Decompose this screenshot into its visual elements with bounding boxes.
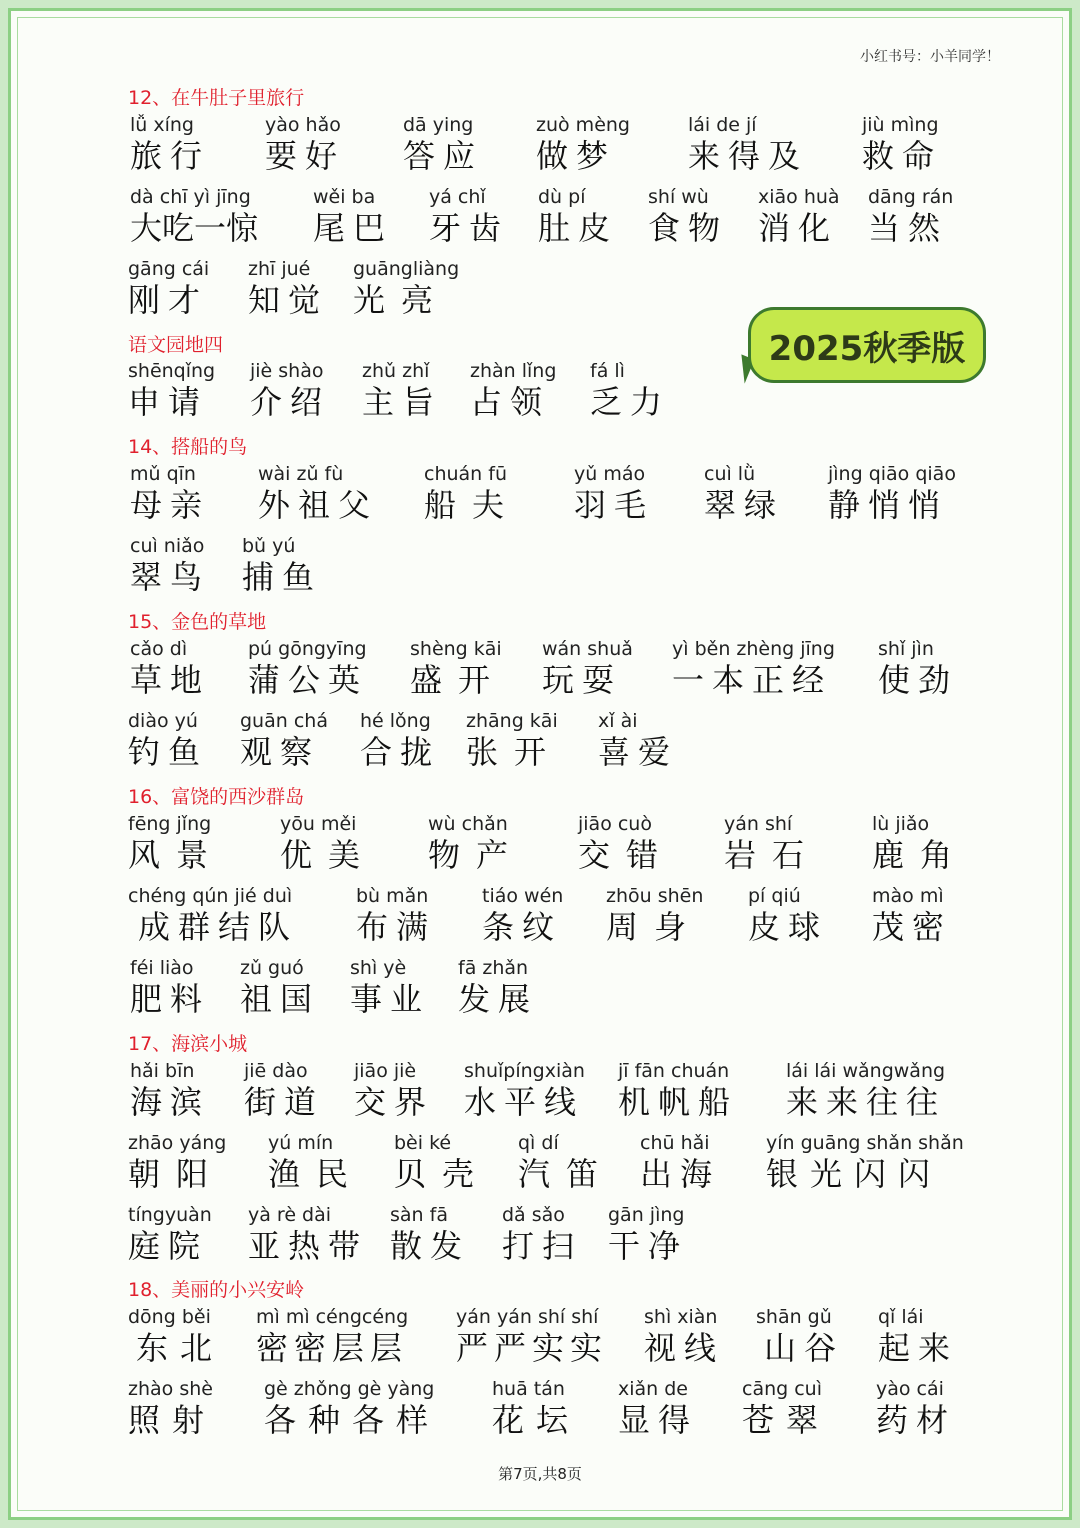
word-item	[240, 957, 320, 1019]
characters: 当然	[868, 209, 949, 247]
word-item	[130, 957, 210, 1019]
word-item	[350, 957, 430, 1019]
pinyin: wài zǔ fù	[258, 463, 344, 485]
pinyin: yú mín	[268, 1132, 334, 1154]
characters: 牙齿	[429, 209, 510, 247]
characters: 翠鸟	[130, 558, 211, 596]
section-title: 16、富饶的西沙群岛	[128, 786, 305, 808]
characters: 街道	[244, 1083, 325, 1121]
word-item	[672, 638, 835, 700]
pinyin: zǔ guó	[240, 957, 304, 979]
word-item	[130, 186, 258, 248]
characters: 主旨	[362, 383, 443, 421]
pinyin: gāng cái	[128, 258, 210, 280]
pinyin: lù jiǎo	[872, 813, 930, 835]
pinyin: mào mì	[872, 885, 944, 907]
word-item	[644, 1306, 724, 1368]
pinyin: yá chǐ	[429, 186, 486, 208]
pinyin: tíngyuàn	[128, 1204, 212, 1226]
pinyin: zuò mèng	[536, 114, 630, 136]
characters: 蒲公英	[248, 661, 369, 699]
pinyin: dà chī yì jīng	[130, 186, 251, 208]
word-item	[130, 638, 210, 700]
characters: 苍翠	[742, 1401, 831, 1439]
pinyin: fēng jǐng	[128, 813, 212, 835]
characters: 出海	[640, 1155, 721, 1193]
word-item	[128, 1378, 216, 1440]
characters: 答应	[403, 137, 484, 175]
pinyin: mì mì céngcéng	[256, 1306, 409, 1328]
word-item	[536, 114, 630, 176]
pinyin: xiāo huà	[758, 186, 840, 208]
section-title: 12、在牛肚子里旅行	[128, 87, 305, 109]
word-item	[482, 885, 563, 947]
characters: 东北	[136, 1329, 225, 1367]
word-item	[748, 885, 828, 947]
characters: 刚才	[128, 281, 209, 319]
pinyin: yào cái	[876, 1378, 944, 1400]
pinyin: dōng běi	[128, 1306, 211, 1328]
pinyin: mǔ qīn	[130, 463, 196, 485]
characters: 一本正经	[672, 661, 833, 699]
word-item	[353, 258, 459, 320]
characters: 光亮	[353, 281, 450, 319]
characters: 水平线	[464, 1083, 585, 1121]
characters: 贝壳	[394, 1155, 491, 1193]
word-item	[470, 360, 556, 422]
characters: 知觉	[248, 281, 329, 319]
characters: 交界	[354, 1083, 435, 1121]
pinyin: jiāo cuò	[578, 813, 652, 835]
pinyin: féi liào	[130, 957, 194, 979]
characters: 成群结队	[138, 908, 299, 946]
word-item	[618, 1060, 738, 1122]
characters: 散发	[390, 1227, 471, 1265]
pinyin: zhōu shēn	[606, 885, 704, 907]
characters: 岩石	[724, 836, 821, 874]
pinyin: xǐ ài	[598, 710, 638, 732]
characters: 条纹	[482, 908, 563, 946]
characters: 乏力	[590, 383, 671, 421]
word-item	[242, 535, 322, 597]
word-item	[280, 813, 376, 875]
characters: 捕鱼	[242, 558, 323, 596]
word-item	[724, 813, 820, 875]
word-item	[786, 1060, 946, 1122]
pinyin: chéng qún jié duì	[128, 885, 293, 907]
pinyin: huā tán	[492, 1378, 565, 1400]
word-item	[130, 463, 210, 525]
section-title: 18、美丽的小兴安岭	[128, 1279, 305, 1301]
characters: 羽毛	[574, 486, 655, 524]
characters: 起来	[878, 1329, 959, 1367]
pinyin: jiù mìng	[862, 114, 939, 136]
characters: 占领	[470, 383, 551, 421]
section-title: 14、搭船的鸟	[128, 436, 248, 458]
word-item	[590, 360, 670, 422]
word-item	[828, 463, 956, 525]
pinyin: shuǐpíngxiàn	[464, 1060, 585, 1082]
word-item	[640, 1132, 720, 1194]
word-item	[606, 885, 703, 947]
pinyin: chuán fū	[424, 463, 507, 485]
word-item	[128, 1204, 212, 1266]
characters: 钓鱼	[128, 733, 209, 771]
characters: 发展	[458, 980, 539, 1018]
word-item	[265, 114, 345, 176]
characters: 交错	[578, 836, 675, 874]
characters: 船夫	[424, 486, 521, 524]
word-item	[876, 1378, 956, 1440]
word-item	[258, 463, 378, 525]
pinyin: fá lì	[590, 360, 625, 382]
characters: 消化	[758, 209, 839, 247]
pinyin: cǎo dì	[130, 638, 188, 660]
word-item	[256, 1306, 408, 1368]
pinyin: shèng kāi	[410, 638, 502, 660]
pinyin: hǎi bīn	[130, 1060, 195, 1082]
word-item	[128, 1132, 226, 1194]
characters: 药材	[876, 1401, 957, 1439]
pinyin: cāng cuì	[742, 1378, 822, 1400]
pinyin: guāngliàng	[353, 258, 460, 280]
pinyin: jī fān chuán	[618, 1060, 730, 1082]
pinyin: lǚ xíng	[130, 114, 194, 136]
word-item	[618, 1378, 698, 1440]
word-item	[240, 710, 328, 772]
word-item	[268, 1132, 364, 1194]
pinyin: shì xiàn	[644, 1306, 718, 1328]
characters: 朝阳	[128, 1155, 225, 1193]
characters: 做梦	[536, 137, 617, 175]
pinyin: yà rè dài	[248, 1204, 332, 1226]
pinyin: jiè shào	[250, 360, 324, 382]
word-item	[354, 1060, 434, 1122]
characters: 亚热带	[248, 1227, 369, 1265]
pinyin: yǔ máo	[574, 463, 646, 485]
pinyin: shān gǔ	[756, 1306, 832, 1328]
characters: 翠绿	[704, 486, 785, 524]
word-item	[130, 114, 210, 176]
word-item	[360, 710, 440, 772]
pinyin: hé lǒng	[360, 710, 431, 732]
characters: 要好	[265, 137, 346, 175]
pinyin: zhǔ zhǐ	[362, 360, 430, 382]
pinyin: bǔ yú	[242, 535, 296, 557]
characters: 花坛	[492, 1401, 581, 1439]
characters: 静悄悄	[828, 486, 949, 524]
characters: 母亲	[130, 486, 211, 524]
characters: 照射	[128, 1401, 217, 1439]
pinyin: fā zhǎn	[458, 957, 529, 979]
pinyin: pú gōngyīng	[248, 638, 367, 660]
characters: 肚皮	[538, 209, 619, 247]
pinyin: yín guāng shǎn shǎn	[766, 1132, 964, 1154]
pinyin: dāng rán	[868, 186, 954, 208]
pinyin: tiáo wén	[482, 885, 564, 907]
pinyin: shí wù	[648, 186, 709, 208]
word-item	[758, 186, 840, 248]
pinyin: yì běn zhèng jīng	[672, 638, 835, 660]
word-item	[704, 463, 784, 525]
word-item	[518, 1132, 614, 1194]
pinyin: jiē dào	[244, 1060, 308, 1082]
characters: 事业	[350, 980, 431, 1018]
characters: 肥料	[130, 980, 211, 1018]
pinyin: yào hǎo	[265, 114, 341, 136]
characters: 茂密	[872, 908, 953, 946]
word-item	[128, 360, 215, 422]
word-item	[429, 186, 509, 248]
word-item	[410, 638, 506, 700]
pinyin: cuì lǜ	[704, 463, 756, 485]
word-item	[756, 1306, 844, 1368]
word-item	[878, 1306, 958, 1368]
word-item	[130, 1060, 210, 1122]
pinyin: xiǎn de	[618, 1378, 688, 1400]
characters: 严严实实	[456, 1329, 609, 1367]
characters: 皮球	[748, 908, 829, 946]
edition-badge: 2025秋季版	[748, 307, 986, 383]
pinyin: yán shí	[724, 813, 793, 835]
pinyin: wán shuǎ	[542, 638, 633, 660]
characters: 庭院	[128, 1227, 209, 1265]
characters: 海滨	[130, 1083, 211, 1121]
word-item	[248, 638, 368, 700]
pinyin: shǐ jìn	[878, 638, 934, 660]
word-item	[403, 114, 483, 176]
characters: 密密层层	[256, 1329, 409, 1367]
word-item	[578, 813, 674, 875]
characters: 张开	[466, 733, 563, 771]
word-item	[424, 463, 520, 525]
characters: 物产	[428, 836, 525, 874]
pinyin: jìng qiāo qiāo	[828, 463, 956, 485]
word-item	[608, 1204, 688, 1266]
characters: 机帆船	[618, 1083, 739, 1121]
pinyin: qì dí	[518, 1132, 559, 1154]
characters: 介绍	[250, 383, 331, 421]
pinyin: lái lái wǎngwǎng	[786, 1060, 946, 1082]
word-item	[394, 1132, 490, 1194]
characters: 山谷	[764, 1329, 845, 1367]
pinyin: guān chá	[240, 710, 328, 732]
word-item	[248, 1204, 368, 1266]
word-item	[878, 638, 958, 700]
word-item	[502, 1204, 582, 1266]
characters: 渔民	[268, 1155, 365, 1193]
word-item	[128, 1306, 224, 1368]
characters: 打扫	[502, 1227, 583, 1265]
characters: 使劲	[878, 661, 959, 699]
word-item	[742, 1378, 830, 1440]
word-item	[872, 885, 952, 947]
word-item	[130, 535, 210, 597]
section-title: 语文园地四	[128, 334, 224, 356]
characters: 显得	[618, 1401, 699, 1439]
characters: 来来往往	[786, 1083, 947, 1121]
word-item	[264, 1378, 440, 1440]
pinyin: sàn fā	[390, 1204, 448, 1226]
pinyin: jiāo jiè	[354, 1060, 417, 1082]
characters: 食物	[648, 209, 729, 247]
word-item	[466, 710, 562, 772]
characters: 干净	[608, 1227, 689, 1265]
pinyin: chū hǎi	[640, 1132, 710, 1154]
pinyin: wěi ba	[313, 186, 376, 208]
characters: 外祖父	[258, 486, 379, 524]
characters: 申请	[128, 383, 209, 421]
pinyin: yán yán shí shí	[456, 1306, 599, 1328]
characters: 盛开	[410, 661, 507, 699]
pinyin: zhāng kāi	[466, 710, 558, 732]
word-item	[574, 463, 654, 525]
pinyin: gè zhǒng gè yàng	[264, 1378, 435, 1400]
word-item	[390, 1204, 470, 1266]
word-item	[128, 710, 208, 772]
word-item	[598, 710, 678, 772]
word-item	[244, 1060, 324, 1122]
pinyin: lái de jí	[688, 114, 757, 136]
word-item	[868, 186, 953, 248]
characters: 祖国	[240, 980, 321, 1018]
word-item	[248, 258, 328, 320]
word-item	[250, 360, 330, 422]
word-item	[313, 186, 393, 248]
page-number: 第7页,共8页	[498, 1465, 582, 1483]
watermark-text: 小红书号：小羊同学！	[860, 49, 1000, 65]
pinyin: shì yè	[350, 957, 407, 979]
word-item	[538, 186, 618, 248]
characters: 旅行	[130, 137, 211, 175]
characters: 优美	[280, 836, 377, 874]
characters: 汽笛	[518, 1155, 615, 1193]
characters: 来得及	[688, 137, 809, 175]
characters: 大吃一惊	[130, 209, 259, 247]
word-item	[862, 114, 942, 176]
pinyin: pí qiú	[748, 885, 801, 907]
characters: 银光闪闪	[766, 1155, 943, 1193]
word-item	[428, 813, 524, 875]
pinyin: yōu měi	[280, 813, 357, 835]
section-title: 17、海滨小城	[128, 1033, 248, 1055]
word-item	[458, 957, 538, 1019]
word-item	[688, 114, 808, 176]
pinyin: zhī jué	[248, 258, 311, 280]
word-item	[492, 1378, 580, 1440]
word-item	[648, 186, 728, 248]
word-item	[128, 258, 209, 320]
characters: 观察	[240, 733, 321, 771]
word-item	[464, 1060, 585, 1122]
word-item	[356, 885, 436, 947]
pinyin: zhào shè	[128, 1378, 213, 1400]
pinyin: cuì niǎo	[130, 535, 205, 557]
characters: 鹿角	[872, 836, 969, 874]
pinyin: zhàn lǐng	[470, 360, 557, 382]
characters: 尾巴	[313, 209, 394, 247]
section-title: 15、金色的草地	[128, 611, 267, 633]
pinyin: dǎ sǎo	[502, 1204, 565, 1226]
characters: 合拢	[360, 733, 441, 771]
pinyin: bèi ké	[394, 1132, 452, 1154]
pinyin: diào yú	[128, 710, 198, 732]
characters: 救命	[862, 137, 943, 175]
word-item	[766, 1132, 964, 1194]
characters: 玩耍	[542, 661, 623, 699]
pinyin: zhāo yáng	[128, 1132, 227, 1154]
characters: 周身	[606, 908, 703, 946]
pinyin: dā ying	[403, 114, 474, 136]
word-item	[128, 813, 224, 875]
characters: 草地	[130, 661, 211, 699]
word-item	[872, 813, 968, 875]
characters: 喜爱	[598, 733, 679, 771]
word-item	[128, 885, 298, 947]
characters: 各种各样	[264, 1401, 441, 1439]
characters: 布满	[356, 908, 437, 946]
pinyin: shēnqǐng	[128, 360, 216, 382]
word-item	[362, 360, 442, 422]
characters: 视线	[644, 1329, 725, 1367]
word-item	[456, 1306, 608, 1368]
pinyin: qǐ lái	[878, 1306, 924, 1328]
word-item	[542, 638, 633, 700]
pinyin: wù chǎn	[428, 813, 508, 835]
pinyin: bù mǎn	[356, 885, 429, 907]
pinyin: gān jìng	[608, 1204, 685, 1226]
pinyin: dù pí	[538, 186, 586, 208]
characters: 风景	[128, 836, 225, 874]
